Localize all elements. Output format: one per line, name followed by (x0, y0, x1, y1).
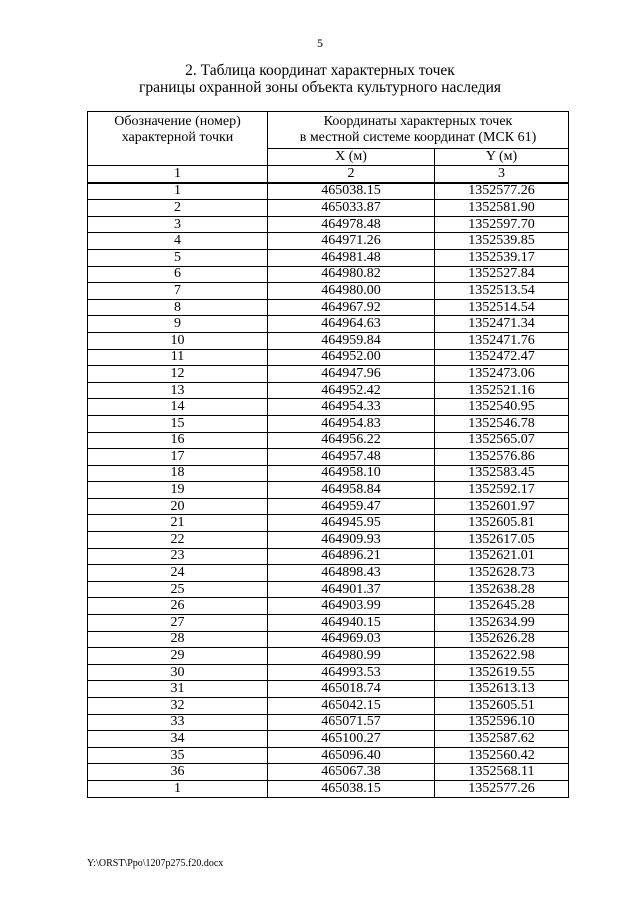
x-coordinate-cell: 464945.95 (268, 515, 435, 532)
point-number-cell: 5 (88, 249, 268, 266)
point-number-cell: 24 (88, 565, 268, 582)
x-coordinate-cell: 464978.48 (268, 216, 435, 233)
point-number-cell: 36 (88, 764, 268, 781)
x-coordinate-cell: 464969.03 (268, 631, 435, 648)
table-row (88, 598, 569, 615)
point-number-cell: 32 (88, 698, 268, 715)
x-header: X (м) (268, 149, 435, 166)
y-coordinate-cell: 1352539.85 (435, 233, 569, 250)
y-coordinate-cell: 1352513.54 (435, 283, 569, 300)
x-coordinate-cell: 464954.33 (268, 399, 435, 416)
y-coordinate-cell: 1352471.76 (435, 332, 569, 349)
point-number-cell: 8 (88, 299, 268, 316)
y-coordinate-cell: 1352613.13 (435, 681, 569, 698)
column-number: 3 (435, 166, 569, 183)
x-coordinate-cell: 464940.15 (268, 615, 435, 632)
x-coordinate-cell: 464909.93 (268, 532, 435, 549)
x-coordinate-cell: 464993.53 (268, 664, 435, 681)
column-number-row (88, 166, 569, 183)
y-coordinate-cell: 1352626.28 (435, 631, 569, 648)
y-coordinate-cell: 1352568.11 (435, 764, 569, 781)
x-coordinate-cell: 464967.92 (268, 299, 435, 316)
y-coordinate-cell: 1352634.99 (435, 615, 569, 632)
point-number-cell: 18 (88, 465, 268, 482)
x-coordinate-cell: 464947.96 (268, 366, 435, 383)
y-coordinate-cell: 1352592.17 (435, 482, 569, 499)
y-coordinate-cell: 1352617.05 (435, 532, 569, 549)
point-number-cell: 20 (88, 498, 268, 515)
x-coordinate-cell: 464971.26 (268, 233, 435, 250)
point-number-cell: 26 (88, 598, 268, 615)
point-number-cell: 11 (88, 349, 268, 366)
point-number-cell: 1 (88, 780, 268, 797)
table-row (88, 283, 569, 300)
y-coordinate-cell: 1352546.78 (435, 415, 569, 432)
y-coordinate-cell: 1352560.42 (435, 747, 569, 764)
x-coordinate-cell: 464956.22 (268, 432, 435, 449)
y-coordinate-cell: 1352577.26 (435, 780, 569, 797)
y-coordinate-cell: 1352587.62 (435, 731, 569, 748)
x-coordinate-cell: 465018.74 (268, 681, 435, 698)
coordinates-header-line-1: Координаты характерных точек (323, 114, 513, 129)
table-row (88, 764, 569, 781)
point-number-cell: 9 (88, 316, 268, 333)
x-coordinate-cell: 465038.15 (268, 183, 435, 200)
point-number-cell: 16 (88, 432, 268, 449)
x-coordinate-cell: 464952.00 (268, 349, 435, 366)
x-coordinate-cell: 465033.87 (268, 200, 435, 217)
x-coordinate-cell: 464980.00 (268, 283, 435, 300)
file-path-footer: Y:\ORST\Ppo\1207p275.f20.docx (87, 858, 224, 869)
table-row (88, 449, 569, 466)
x-coordinate-cell: 464954.83 (268, 415, 435, 432)
x-coordinate-cell: 464964.63 (268, 316, 435, 333)
y-coordinate-cell: 1352581.90 (435, 200, 569, 217)
point-number-cell: 23 (88, 548, 268, 565)
x-coordinate-cell: 464952.42 (268, 382, 435, 399)
point-number-cell: 22 (88, 532, 268, 549)
y-coordinate-cell: 1352605.81 (435, 515, 569, 532)
page-number: 5 (317, 36, 323, 50)
y-coordinate-cell: 1352619.55 (435, 664, 569, 681)
table-row (88, 780, 569, 797)
x-coordinate-cell: 464901.37 (268, 581, 435, 598)
point-number-cell: 2 (88, 200, 268, 217)
column-number: 2 (268, 166, 435, 183)
x-coordinate-cell: 465042.15 (268, 698, 435, 715)
table-body (88, 166, 569, 798)
x-coordinate-cell: 464958.84 (268, 482, 435, 499)
column-number: 1 (88, 166, 268, 183)
y-coordinate-cell: 1352521.16 (435, 382, 569, 399)
title-line-2: границы охранной зоны объекта культурного наследия (138, 79, 502, 96)
table-row (88, 399, 569, 416)
x-coordinate-cell: 464898.43 (268, 565, 435, 582)
x-coordinate-cell: 464957.48 (268, 449, 435, 466)
point-number-cell: 4 (88, 233, 268, 250)
y-coordinate-cell: 1352514.54 (435, 299, 569, 316)
table-row (88, 664, 569, 681)
table-row (88, 498, 569, 515)
x-coordinate-cell: 464959.84 (268, 332, 435, 349)
table-row (88, 200, 569, 217)
table-row (88, 249, 569, 266)
x-coordinate-cell: 464903.99 (268, 598, 435, 615)
table-row (88, 299, 569, 316)
point-number-cell: 19 (88, 482, 268, 499)
point-designation-header: Обозначение (номер) характерной точки (88, 112, 268, 166)
point-number-cell: 1 (88, 183, 268, 200)
point-number-cell: 25 (88, 581, 268, 598)
x-coordinate-cell: 465096.40 (268, 747, 435, 764)
point-number-cell: 34 (88, 731, 268, 748)
point-number-cell: 29 (88, 648, 268, 665)
table-row (88, 681, 569, 698)
y-coordinate-cell: 1352597.70 (435, 216, 569, 233)
x-coordinate-cell: 464981.48 (268, 249, 435, 266)
point-number-cell: 17 (88, 449, 268, 466)
table-row (88, 515, 569, 532)
table-row (88, 266, 569, 283)
table-row (88, 332, 569, 349)
table-row (88, 432, 569, 449)
table-row (88, 631, 569, 648)
x-coordinate-cell: 464896.21 (268, 548, 435, 565)
coordinates-table (87, 111, 569, 798)
point-number-cell: 35 (88, 747, 268, 764)
point-number-cell: 30 (88, 664, 268, 681)
y-coordinate-cell: 1352605.51 (435, 698, 569, 715)
table-row (88, 548, 569, 565)
point-number-cell: 12 (88, 366, 268, 383)
point-number-cell: 10 (88, 332, 268, 349)
table-row (88, 366, 569, 383)
y-coordinate-cell: 1352596.10 (435, 714, 569, 731)
table-row (88, 233, 569, 250)
point-number-cell: 14 (88, 399, 268, 416)
y-coordinate-cell: 1352628.73 (435, 565, 569, 582)
coordinates-header (268, 112, 569, 149)
x-coordinate-cell: 465071.57 (268, 714, 435, 731)
table-row (88, 714, 569, 731)
y-header: Y (м) (435, 149, 569, 166)
x-coordinate-cell: 464958.10 (268, 465, 435, 482)
y-coordinate-cell: 1352577.26 (435, 183, 569, 200)
x-coordinate-cell: 464959.47 (268, 498, 435, 515)
y-coordinate-cell: 1352540.95 (435, 399, 569, 416)
table-row (88, 532, 569, 549)
y-coordinate-cell: 1352472.47 (435, 349, 569, 366)
table-row (88, 482, 569, 499)
table-row (88, 747, 569, 764)
title-line-1: 2. Таблица координат характерных точек (185, 62, 455, 79)
y-coordinate-cell: 1352583.45 (435, 465, 569, 482)
x-coordinate-cell: 464980.82 (268, 266, 435, 283)
y-coordinate-cell: 1352565.07 (435, 432, 569, 449)
table-row (88, 183, 569, 200)
table-row (88, 316, 569, 333)
point-number-cell: 6 (88, 266, 268, 283)
point-number-cell: 27 (88, 615, 268, 632)
point-number-cell: 33 (88, 714, 268, 731)
y-coordinate-cell: 1352471.34 (435, 316, 569, 333)
table-row (88, 415, 569, 432)
table-row (88, 382, 569, 399)
y-coordinate-cell: 1352576.86 (435, 449, 569, 466)
table-row (88, 565, 569, 582)
point-number-cell: 31 (88, 681, 268, 698)
table-row (88, 216, 569, 233)
point-number-cell: 15 (88, 415, 268, 432)
y-coordinate-cell: 1352539.17 (435, 249, 569, 266)
point-number-cell: 28 (88, 631, 268, 648)
x-coordinate-cell: 465100.27 (268, 731, 435, 748)
y-coordinate-cell: 1352473.06 (435, 366, 569, 383)
y-coordinate-cell: 1352527.84 (435, 266, 569, 283)
point-number-cell: 13 (88, 382, 268, 399)
table-row (88, 731, 569, 748)
y-coordinate-cell: 1352638.28 (435, 581, 569, 598)
x-coordinate-cell: 465067.38 (268, 764, 435, 781)
point-number-cell: 3 (88, 216, 268, 233)
document-title (0, 62, 640, 96)
y-coordinate-cell: 1352645.28 (435, 598, 569, 615)
table-row (88, 465, 569, 482)
table-row (88, 581, 569, 598)
table-row (88, 648, 569, 665)
coordinates-header-line-2: в местной системе координат (МСК 61) (299, 130, 537, 145)
point-number-cell: 21 (88, 515, 268, 532)
x-coordinate-cell: 464980.99 (268, 648, 435, 665)
table-row (88, 698, 569, 715)
y-coordinate-cell: 1352622.98 (435, 648, 569, 665)
y-coordinate-cell: 1352621.01 (435, 548, 569, 565)
x-coordinate-cell: 465038.15 (268, 780, 435, 797)
table-row (88, 349, 569, 366)
y-coordinate-cell: 1352601.97 (435, 498, 569, 515)
table-row (88, 615, 569, 632)
point-number-cell: 7 (88, 283, 268, 300)
